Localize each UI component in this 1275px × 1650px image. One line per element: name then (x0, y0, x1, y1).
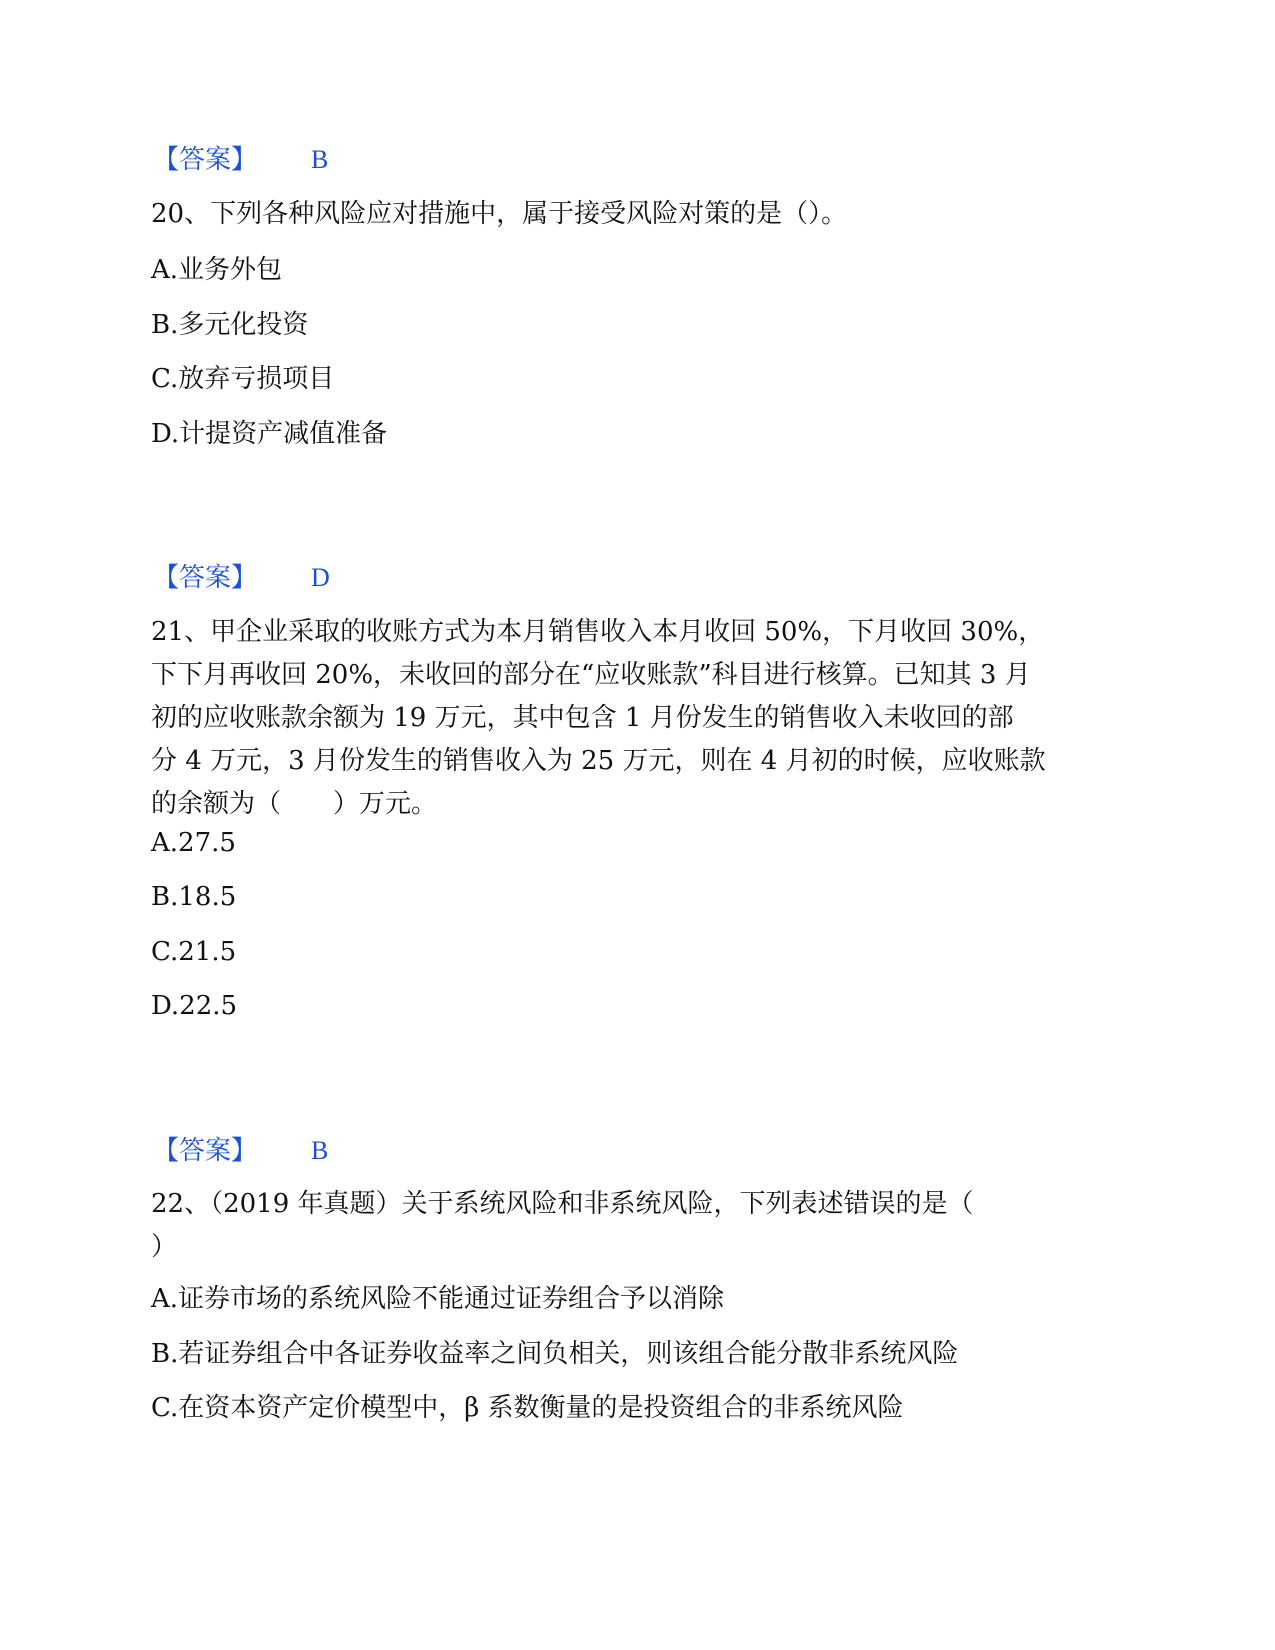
question-21-line-4: 分 4 万元，3 月份发生的销售收入为 25 万元，则在 4 月初的时候，应收账款 (151, 746, 1046, 776)
answer-line-q19 (153, 143, 328, 177)
question-21-line-5: 的余额为（ ）万元。 (151, 789, 438, 819)
question-22-text (151, 1183, 1131, 1269)
answer-label: 【答案】 (153, 563, 258, 593)
q22-option-b: B.若证券组合中各证券收益率之间负相关，则该组合能分散非系统风险 (151, 1339, 959, 1369)
question-21-line-1: 21、甲企业采取的收账方式为本月销售收入本月收回 50%，下月收回 30%， (151, 617, 1045, 647)
q21-option-a: A.27.5 (151, 828, 236, 858)
answer-label: 【答案】 (153, 1136, 258, 1166)
question-22-line-1: 22、（2019 年真题）关于系统风险和非系统风险，下列表述错误的是（ (151, 1189, 974, 1219)
q22-option-a: A.证券市场的系统风险不能通过证券组合予以消除 (151, 1284, 725, 1314)
answer-value: D (311, 563, 330, 592)
q20-option-a: A.业务外包 (151, 255, 283, 285)
question-21-line-3: 初的应收账款余额为 19 万元，其中包含 1 月份发生的销售收入未收回的部 (151, 703, 1014, 733)
q20-option-b: B.多元化投资 (151, 310, 309, 340)
q20-option-d: D.计提资产减值准备 (151, 419, 388, 449)
answer-line-q21 (153, 1134, 328, 1168)
q21-option-c: C.21.5 (151, 937, 237, 967)
question-21-line-2: 下下月再收回 20%，未收回的部分在“应收账款”科目进行核算。已知其 3 月 (151, 660, 1031, 690)
q21-option-d: D.22.5 (151, 991, 238, 1021)
answer-value: B (311, 1136, 329, 1165)
answer-label: 【答案】 (153, 145, 258, 175)
question-21-text (151, 611, 1131, 826)
answer-line-q20 (153, 561, 330, 595)
question-20-text: 20、下列各种风险应对措施中，属于接受风险对策的是（）。 (151, 199, 848, 229)
answer-value: B (311, 145, 329, 174)
question-22-line-2: ） (151, 1232, 178, 1262)
q21-option-b: B.18.5 (151, 882, 237, 912)
q20-option-c: C.放弃亏损项目 (151, 364, 335, 394)
q22-option-c: C.在资本资产定价模型中，β 系数衡量的是投资组合的非系统风险 (151, 1393, 904, 1423)
